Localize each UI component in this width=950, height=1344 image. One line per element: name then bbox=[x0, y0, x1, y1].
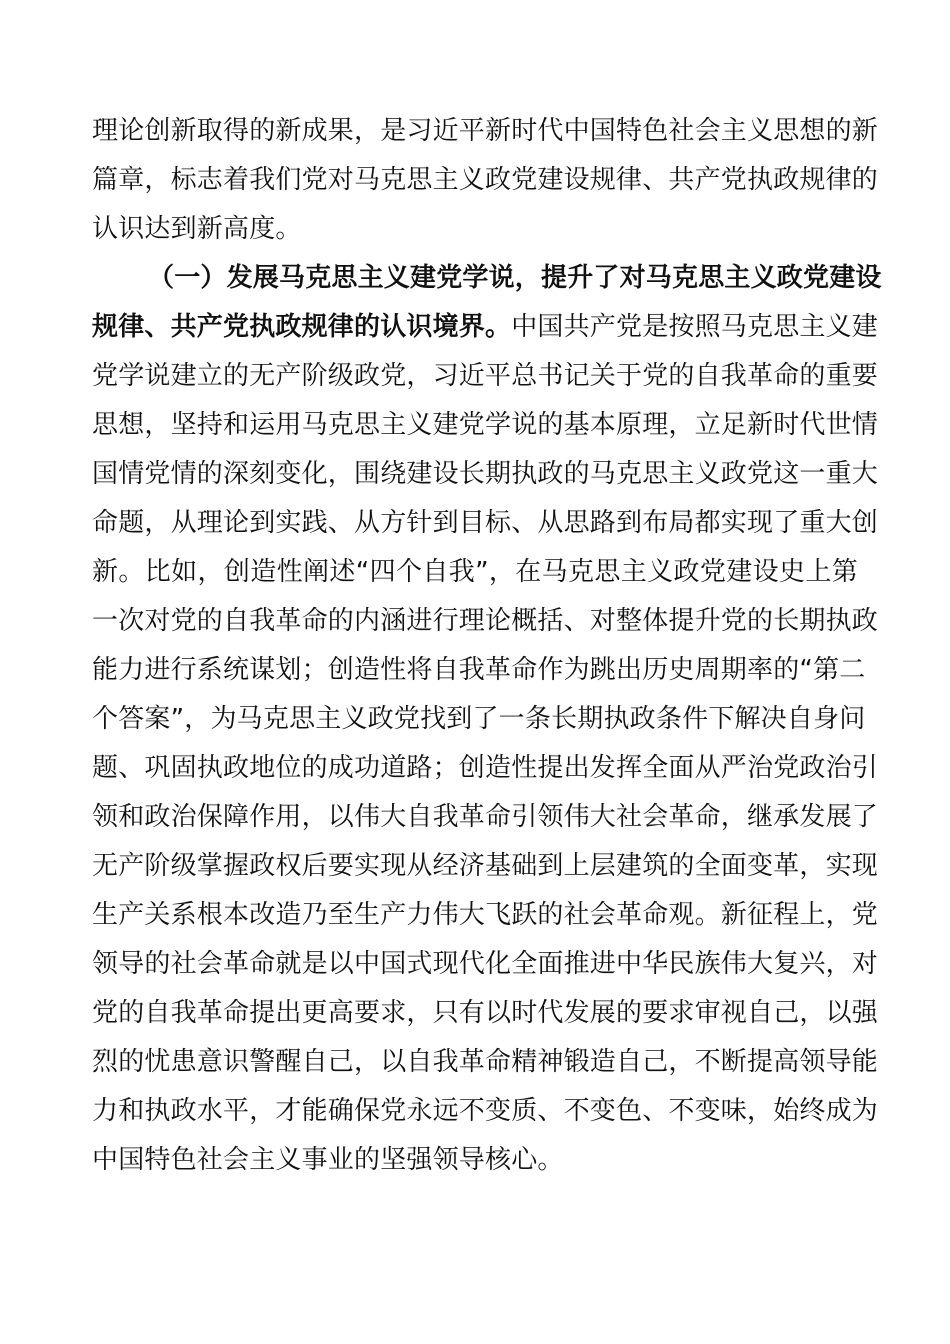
body-line: 题、巩固执政地位的成功道路；创造性提出发挥全面从严治党政治引 bbox=[92, 753, 879, 783]
body-line: 烈的忧患意识警醒自己，以自我革命精神锻造自己，不断提高领导能 bbox=[92, 1047, 879, 1077]
intro-line-3: 认识达到新高度。 bbox=[92, 214, 302, 244]
body-line: 命题，从理论到实践、从方针到目标、从思路到布局都实现了重大创 bbox=[92, 508, 879, 538]
section-body-start: 中国共产党是按照马克思主义建 bbox=[511, 312, 879, 342]
body-line: 领和政治保障作用，以伟大自我革命引领伟大社会革命，继承发展了 bbox=[92, 802, 879, 832]
section-heading-line-2 bbox=[92, 307, 879, 347]
body-line: 无产阶级掌握政权后要实现从经济基础到上层建筑的全面变革，实现 bbox=[92, 851, 879, 881]
body-line: 国情党情的深刻变化，围绕建设长期执政的马克思主义政党这一重大 bbox=[92, 459, 879, 489]
body-line: 新。比如，创造性阐述“四个自我”，在马克思主义政党建设史上第 bbox=[92, 557, 858, 587]
body-line: 个答案”，为马克思主义政党找到了一条长期执政条件下解决自身问 bbox=[92, 704, 866, 734]
section-heading-bold-end: 规律、共产党执政规律的认识境界。 bbox=[92, 312, 512, 342]
body-line: 领导的社会革命就是以中国式现代化全面推进中华民族伟大复兴，对 bbox=[92, 949, 879, 979]
intro-line-1: 理论创新取得的新成果，是习近平新时代中国特色社会主义思想的新 bbox=[92, 116, 879, 146]
body-line: 力和执政水平，才能确保党永远不变质、不变色、不变味，始终成为 bbox=[92, 1096, 879, 1126]
body-line: 一次对党的自我革命的内涵进行理论概括、对整体提升党的长期执政 bbox=[92, 606, 879, 636]
body-line-last: 中国特色社会主义事业的坚强领导核心。 bbox=[92, 1145, 564, 1175]
body-line: 思想，坚持和运用马克思主义建党学说的基本原理，立足新时代世情 bbox=[92, 410, 879, 440]
section-heading-line-1: （一）发展马克思主义建党学说，提升了对马克思主义政党建设 bbox=[148, 263, 882, 293]
body-line: 生产关系根本改造乃至生产力伟大飞跃的社会革命观。新征程上，党 bbox=[92, 900, 879, 930]
body-line: 能力进行系统谋划；创造性将自我革命作为跳出历史周期率的“第二 bbox=[92, 655, 866, 685]
body-line: 党的自我革命提出更高要求，只有以时代发展的要求审视自己，以强 bbox=[92, 998, 879, 1028]
intro-line-2: 篇章，标志着我们党对马克思主义政党建设规律、共产党执政规律的 bbox=[92, 165, 879, 195]
body-line: 党学说建立的无产阶级政党，习近平总书记关于党的自我革命的重要 bbox=[92, 361, 879, 391]
